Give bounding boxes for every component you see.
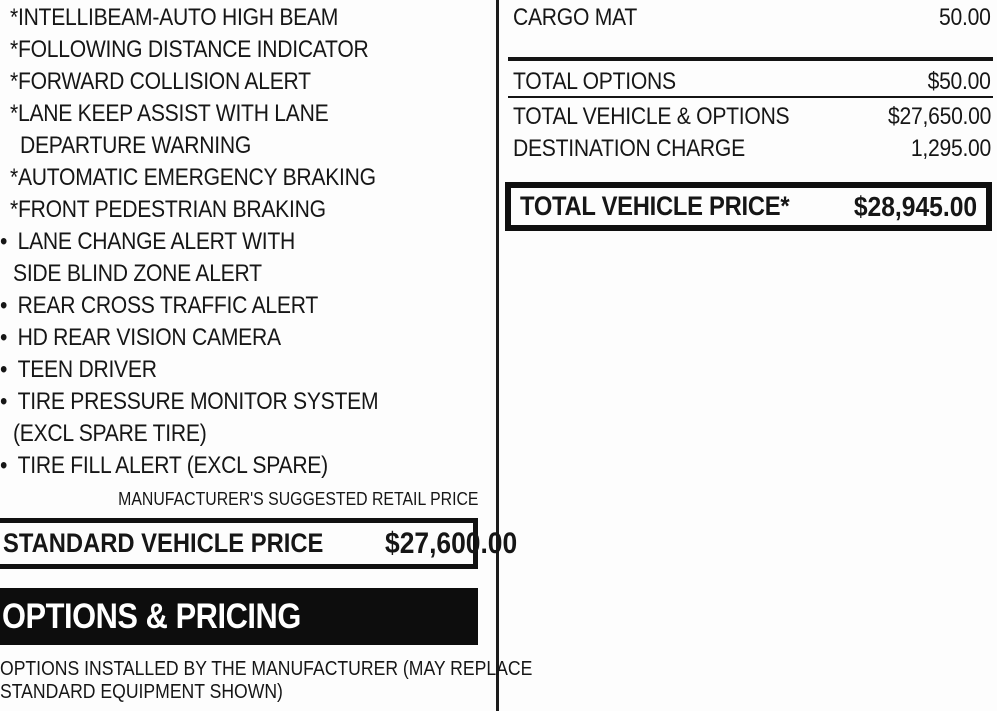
feature-line <box>0 162 480 194</box>
bullet-icon: • <box>0 452 8 479</box>
feature-text: TIRE PRESSURE MONITOR SYSTEM <box>17 388 379 415</box>
option-label: CARGO MAT <box>513 4 637 31</box>
bullet-icon: • <box>0 292 8 319</box>
options-pricing-header-text: OPTIONS & PRICING <box>2 596 301 636</box>
feature-text: LANE KEEP ASSIST WITH LANE <box>17 100 329 127</box>
totals-top-rule <box>508 57 993 61</box>
feature-text: FORWARD COLLISION ALERT <box>17 68 311 95</box>
destination-charge-row <box>508 134 993 164</box>
feature-line <box>0 354 480 386</box>
feature-line <box>0 66 480 98</box>
feature-line <box>0 226 480 258</box>
msrp-note <box>0 489 478 509</box>
standard-vehicle-price-amount: $27,600.00 <box>385 526 518 560</box>
feature-text: FRONT PEDESTRIAN BRAKING <box>17 196 326 223</box>
feature-text: FOLLOWING DISTANCE INDICATOR <box>17 36 369 63</box>
total-options-label: TOTAL OPTIONS <box>513 68 676 95</box>
total-options-row <box>508 67 993 97</box>
feature-line-continuation <box>0 258 480 290</box>
option-amount: 50.00 <box>939 4 991 31</box>
standard-vehicle-price-label: STANDARD VEHICLE PRICE <box>3 528 324 558</box>
total-vehicle-price-amount: $28,945.00 <box>853 190 977 222</box>
feature-text: INTELLIBEAM-AUTO HIGH BEAM <box>17 4 339 31</box>
feature-text: REAR CROSS TRAFFIC ALERT <box>17 292 318 319</box>
bullet-icon: • <box>0 356 8 383</box>
feature-line <box>0 450 480 482</box>
bullet-icon: • <box>0 388 8 415</box>
feature-marker: * <box>10 164 18 191</box>
feature-line <box>0 98 480 130</box>
feature-text: LANE CHANGE ALERT WITH <box>17 228 296 255</box>
feature-text: TIRE FILL ALERT (EXCL SPARE) <box>17 452 328 479</box>
feature-line-continuation <box>0 418 480 450</box>
feature-marker: * <box>10 100 18 127</box>
total-options-underline <box>508 96 993 98</box>
safety-features-list <box>0 2 480 482</box>
feature-marker: * <box>10 4 18 31</box>
feature-line <box>0 290 480 322</box>
total-vehicle-options-row <box>508 102 993 132</box>
options-note-line2: STANDARD EQUIPMENT SHOWN) <box>0 681 283 703</box>
feature-text: SIDE BLIND ZONE ALERT <box>13 260 262 287</box>
feature-marker: * <box>10 68 18 95</box>
feature-marker: * <box>10 196 18 223</box>
feature-line <box>0 322 480 354</box>
feature-text: TEEN DRIVER <box>17 356 157 383</box>
bullet-icon: • <box>0 324 8 351</box>
feature-line <box>0 2 480 34</box>
options-pricing-header-bar <box>0 588 478 645</box>
destination-charge-amount: 1,295.00 <box>910 135 991 162</box>
msrp-note-text: MANUFACTURER'S SUGGESTED RETAIL PRICE <box>117 489 478 509</box>
feature-line <box>0 34 480 66</box>
option-row-cargo-mat <box>508 3 993 33</box>
destination-charge-label: DESTINATION CHARGE <box>513 135 745 162</box>
options-installed-note <box>0 658 605 704</box>
feature-text: (EXCL SPARE TIRE) <box>13 420 207 447</box>
standard-vehicle-price-box <box>0 518 518 569</box>
feature-text: HD REAR VISION CAMERA <box>17 324 281 351</box>
feature-line-continuation <box>0 130 480 162</box>
total-options-amount: $50.00 <box>927 68 991 95</box>
feature-line <box>0 194 480 226</box>
feature-text: AUTOMATIC EMERGENCY BRAKING <box>17 164 376 191</box>
total-vehicle-options-amount: $27,650.00 <box>887 103 991 130</box>
feature-marker: * <box>10 36 18 63</box>
bullet-icon: • <box>0 228 8 255</box>
feature-line <box>0 386 480 418</box>
total-vehicle-price-box <box>505 182 992 231</box>
feature-text: DEPARTURE WARNING <box>20 132 251 159</box>
options-note-line1: OPTIONS INSTALLED BY THE MANUFACTURER (MAY REPLACE <box>0 658 533 680</box>
total-vehicle-options-label: TOTAL VEHICLE & OPTIONS <box>513 103 790 130</box>
total-vehicle-price-label: TOTAL VEHICLE PRICE* <box>520 191 790 221</box>
column-divider <box>496 0 499 711</box>
